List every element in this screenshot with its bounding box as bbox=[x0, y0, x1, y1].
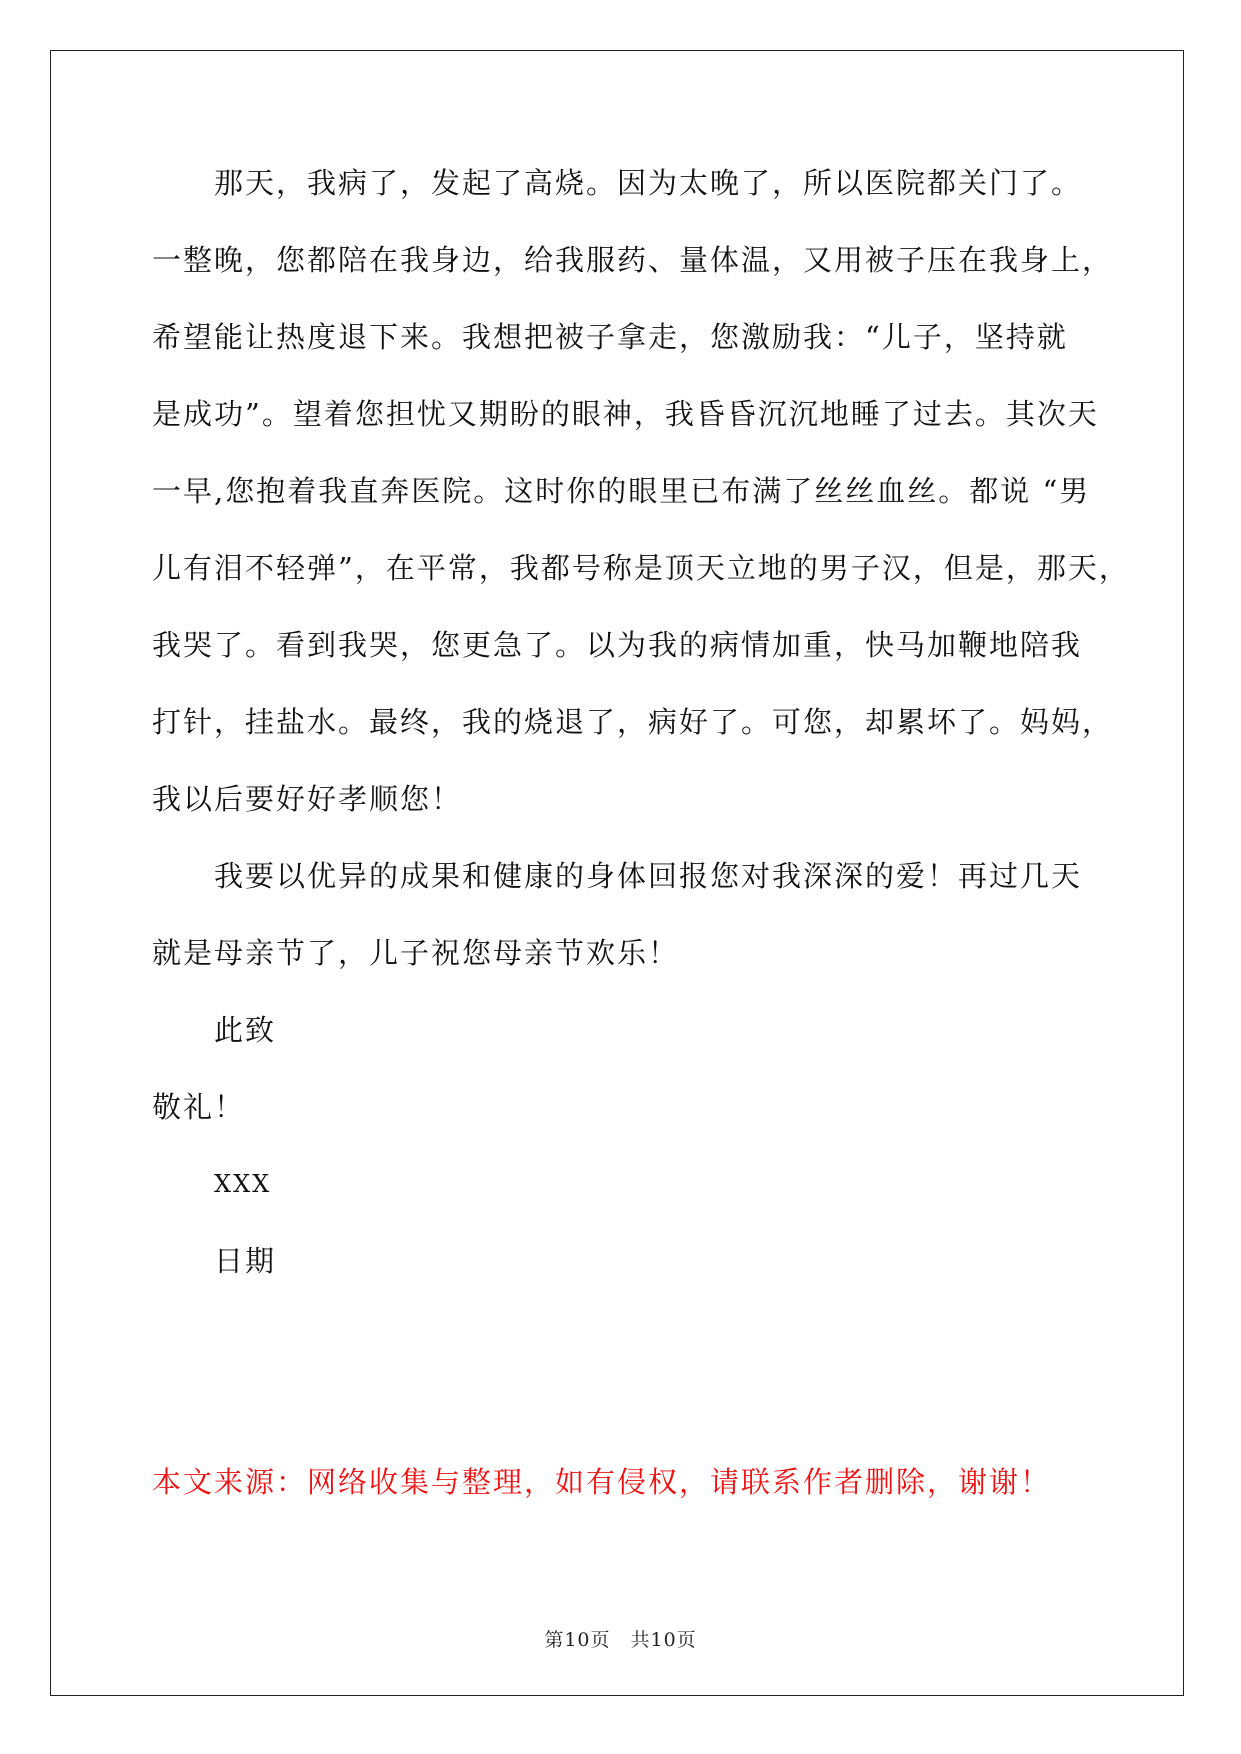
paragraph-1-line-5: 一早,您抱着我直奔医院。这时你的眼里已布满了丝丝血丝。都说 “男 bbox=[152, 474, 1091, 508]
paragraph-2-line-1: 我要以优异的成果和健康的身体回报您对我深深的爱！再过几天 bbox=[214, 859, 1083, 893]
paragraph-1-line-8: 打针，挂盐水。最终，我的烧退了，病好了。可您，却累坏了。妈妈， bbox=[152, 705, 1114, 739]
paragraph-1-line-6: 儿有泪不轻弹”，在平常，我都号称是顶天立地的男子汉，但是，那天， bbox=[152, 551, 1130, 585]
paragraph-1-line-3: 希望能让热度退下来。我想把被子拿走，您激励我：“儿子，坚持就 bbox=[152, 320, 1068, 354]
source-note: 本文来源：网络收集与整理，如有侵权，请联系作者删除，谢谢！ bbox=[152, 1465, 1052, 1499]
closing-salutation: 此致 bbox=[214, 1013, 277, 1047]
closing-respect: 敬礼！ bbox=[152, 1090, 246, 1124]
paragraph-1-line-4: 是成功”。望着您担忧又期盼的眼神，我昏昏沉沉地睡了过去。其次天 bbox=[152, 397, 1099, 431]
paragraph-1-line-1: 那天，我病了，发起了高烧。因为太晚了，所以医院都关门了。 bbox=[214, 166, 1083, 200]
paragraph-1-line-9: 我以后要好好孝顺您！ bbox=[152, 782, 463, 816]
date: 日期 bbox=[214, 1244, 277, 1278]
page-footer: 第10页 共10页 bbox=[544, 1629, 697, 1651]
letter-body bbox=[152, 145, 1130, 1300]
signature: XXX bbox=[214, 1170, 272, 1198]
paragraph-1-line-7: 我哭了。看到我哭，您更急了。以为我的病情加重，快马加鞭地陪我 bbox=[152, 628, 1083, 662]
paragraph-1-line-2: 一整晚，您都陪在我身边，给我服药、量体温，又用被子压在我身上， bbox=[152, 243, 1114, 277]
paragraph-2-line-2: 就是母亲节了，儿子祝您母亲节欢乐！ bbox=[152, 936, 680, 970]
